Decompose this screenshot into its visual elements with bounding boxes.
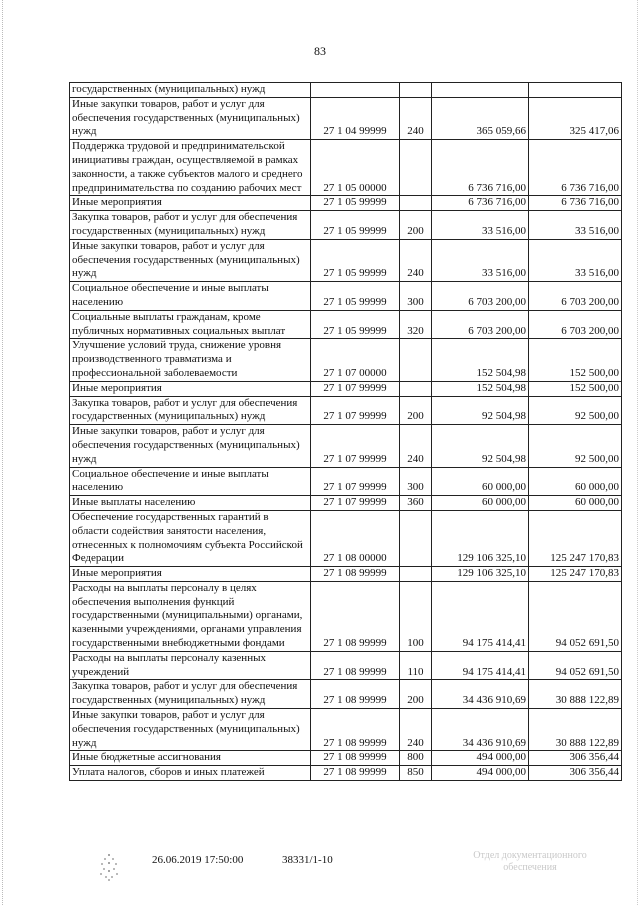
row-amount-executed: 92 500,00 xyxy=(529,425,622,467)
scan-edge-left xyxy=(2,0,5,905)
row-amount-executed: 33 516,00 xyxy=(529,239,622,281)
row-expense-type: 200 xyxy=(400,211,432,240)
row-expense-type: 240 xyxy=(400,709,432,751)
row-target-code: 27 1 08 00000 xyxy=(311,510,400,566)
table-row xyxy=(70,396,622,425)
row-expense-type: 800 xyxy=(400,751,432,766)
row-amount-executed xyxy=(529,83,622,98)
row-name: Социальное обеспечение и иные выплаты населению xyxy=(70,467,311,496)
table-row xyxy=(70,83,622,98)
row-name: Социальное обеспечение и иные выплаты населению xyxy=(70,282,311,311)
row-target-code: 27 1 07 00000 xyxy=(311,339,400,381)
budget-table xyxy=(69,82,622,781)
row-expense-type: 110 xyxy=(400,651,432,680)
row-amount-plan xyxy=(432,83,529,98)
row-name: Иные мероприятия xyxy=(70,381,311,396)
row-amount-executed: 33 516,00 xyxy=(529,211,622,240)
table-row xyxy=(70,140,622,196)
row-amount-executed: 6 736 716,00 xyxy=(529,140,622,196)
row-target-code: 27 1 05 99999 xyxy=(311,211,400,240)
row-name: Иные закупки товаров, работ и услуг для обеспечения государственных (муниципальных) нужд xyxy=(70,709,311,751)
row-target-code: 27 1 05 99999 xyxy=(311,239,400,281)
row-amount-executed: 306 356,44 xyxy=(529,766,622,781)
row-amount-executed: 60 000,00 xyxy=(529,467,622,496)
row-name: Иные мероприятия xyxy=(70,567,311,582)
table-row xyxy=(70,196,622,211)
row-expense-type: 200 xyxy=(400,680,432,709)
row-name: Закупка товаров, работ и услуг для обеспечения государственных (муниципальных) нужд xyxy=(70,396,311,425)
table-row xyxy=(70,211,622,240)
row-name: Иные мероприятия xyxy=(70,196,311,211)
row-amount-plan: 34 436 910,69 xyxy=(432,709,529,751)
row-amount-executed: 30 888 122,89 xyxy=(529,709,622,751)
table-row xyxy=(70,239,622,281)
row-target-code: 27 1 07 99999 xyxy=(311,425,400,467)
row-name: Обеспечение государственных гарантий в области содействия занятости населения, отнесенных к полномочиям субъекта Российской Федерации xyxy=(70,510,311,566)
row-target-code: 27 1 07 99999 xyxy=(311,467,400,496)
table-row xyxy=(70,339,622,381)
row-target-code: 27 1 04 99999 xyxy=(311,97,400,139)
row-amount-executed: 6 736 716,00 xyxy=(529,196,622,211)
row-target-code: 27 1 05 99999 xyxy=(311,310,400,339)
row-expense-type: 320 xyxy=(400,310,432,339)
row-amount-plan: 6 703 200,00 xyxy=(432,310,529,339)
table-row xyxy=(70,567,622,582)
row-target-code: 27 1 08 99999 xyxy=(311,751,400,766)
row-amount-executed: 125 247 170,83 xyxy=(529,567,622,582)
row-amount-plan: 92 504,98 xyxy=(432,425,529,467)
row-target-code: 27 1 08 99999 xyxy=(311,766,400,781)
row-amount-plan: 60 000,00 xyxy=(432,496,529,511)
table-row xyxy=(70,581,622,651)
row-amount-plan: 494 000,00 xyxy=(432,766,529,781)
footer-datetime: 26.06.2019 17:50:00 xyxy=(152,854,244,866)
row-expense-type: 240 xyxy=(400,97,432,139)
row-amount-plan: 152 504,98 xyxy=(432,381,529,396)
row-expense-type: 100 xyxy=(400,581,432,651)
row-expense-type: 360 xyxy=(400,496,432,511)
row-amount-executed: 94 052 691,50 xyxy=(529,651,622,680)
row-name: Иные выплаты населению xyxy=(70,496,311,511)
row-amount-plan: 494 000,00 xyxy=(432,751,529,766)
row-target-code: 27 1 07 99999 xyxy=(311,396,400,425)
table-row xyxy=(70,766,622,781)
row-name: Иные закупки товаров, работ и услуг для обеспечения государственных (муниципальных) нужд xyxy=(70,425,311,467)
row-amount-executed: 152 500,00 xyxy=(529,381,622,396)
row-amount-plan: 6 736 716,00 xyxy=(432,196,529,211)
row-amount-executed: 306 356,44 xyxy=(529,751,622,766)
row-amount-plan: 6 736 716,00 xyxy=(432,140,529,196)
table-row xyxy=(70,381,622,396)
scan-edge-right xyxy=(635,0,638,905)
table-row xyxy=(70,97,622,139)
row-expense-type: 300 xyxy=(400,282,432,311)
table-row xyxy=(70,510,622,566)
row-amount-plan: 60 000,00 xyxy=(432,467,529,496)
row-expense-type xyxy=(400,339,432,381)
row-expense-type xyxy=(400,567,432,582)
row-name: Расходы на выплаты персоналу казенных учреждений xyxy=(70,651,311,680)
row-expense-type xyxy=(400,381,432,396)
page-footer xyxy=(0,852,640,892)
row-expense-type: 850 xyxy=(400,766,432,781)
row-amount-plan: 129 106 325,10 xyxy=(432,567,529,582)
row-expense-type: 240 xyxy=(400,239,432,281)
row-name: Иные закупки товаров, работ и услуг для обеспечения государственных (муниципальных) нужд xyxy=(70,239,311,281)
row-amount-plan: 129 106 325,10 xyxy=(432,510,529,566)
row-amount-executed: 94 052 691,50 xyxy=(529,581,622,651)
row-amount-plan: 94 175 414,41 xyxy=(432,651,529,680)
row-target-code xyxy=(311,83,400,98)
row-amount-executed: 6 703 200,00 xyxy=(529,282,622,311)
row-expense-type xyxy=(400,510,432,566)
row-target-code: 27 1 08 99999 xyxy=(311,567,400,582)
table-row xyxy=(70,680,622,709)
table-row xyxy=(70,751,622,766)
row-amount-plan: 92 504,98 xyxy=(432,396,529,425)
row-target-code: 27 1 07 99999 xyxy=(311,381,400,396)
row-name: Иные закупки товаров, работ и услуг для обеспечения государственных (муниципальных) нужд xyxy=(70,97,311,139)
row-amount-plan: 33 516,00 xyxy=(432,211,529,240)
row-target-code: 27 1 08 99999 xyxy=(311,680,400,709)
row-amount-plan: 94 175 414,41 xyxy=(432,581,529,651)
row-amount-executed: 125 247 170,83 xyxy=(529,510,622,566)
table-row xyxy=(70,282,622,311)
table-row xyxy=(70,425,622,467)
row-expense-type xyxy=(400,196,432,211)
table-row xyxy=(70,467,622,496)
row-amount-plan: 365 059,66 xyxy=(432,97,529,139)
row-amount-executed: 60 000,00 xyxy=(529,496,622,511)
row-expense-type xyxy=(400,140,432,196)
row-name: Улучшение условий труда, снижение уровня производственного травматизма и профессиональной заболеваемости xyxy=(70,339,311,381)
row-expense-type xyxy=(400,83,432,98)
row-target-code: 27 1 08 99999 xyxy=(311,651,400,680)
stamp-icon xyxy=(98,852,120,882)
row-amount-executed: 92 500,00 xyxy=(529,396,622,425)
row-amount-plan: 34 436 910,69 xyxy=(432,680,529,709)
row-name: Расходы на выплаты персоналу в целях обеспечения выполнения функций государственными (муниципальными) органами, казенными учреждениями, органами управления государственными внебюджетными фондами xyxy=(70,581,311,651)
table-row xyxy=(70,651,622,680)
row-expense-type: 240 xyxy=(400,425,432,467)
row-expense-type: 200 xyxy=(400,396,432,425)
row-target-code: 27 1 05 00000 xyxy=(311,140,400,196)
row-amount-executed: 30 888 122,89 xyxy=(529,680,622,709)
table-row xyxy=(70,310,622,339)
row-amount-plan: 6 703 200,00 xyxy=(432,282,529,311)
row-amount-plan: 33 516,00 xyxy=(432,239,529,281)
page-number: 83 xyxy=(314,44,326,58)
row-target-code: 27 1 05 99999 xyxy=(311,282,400,311)
row-target-code: 27 1 07 99999 xyxy=(311,496,400,511)
table-row xyxy=(70,709,622,751)
row-name: Закупка товаров, работ и услуг для обеспечения государственных (муниципальных) нужд xyxy=(70,211,311,240)
row-amount-executed: 325 417,06 xyxy=(529,97,622,139)
table-row xyxy=(70,496,622,511)
row-target-code: 27 1 05 99999 xyxy=(311,196,400,211)
row-name: Иные бюджетные ассигнования xyxy=(70,751,311,766)
row-target-code: 27 1 08 99999 xyxy=(311,581,400,651)
watermark-stamp: Отдел документационного обеспечения xyxy=(473,850,587,873)
row-amount-executed: 152 500,00 xyxy=(529,339,622,381)
footer-document-number: 38331/1-10 xyxy=(282,854,333,866)
row-amount-plan: 152 504,98 xyxy=(432,339,529,381)
row-name: Поддержка трудовой и предпринимательской инициативы граждан, осуществляемой в рамках законности, а также субъектов малого и среднего предпринимательства по созданию рабочих мест xyxy=(70,140,311,196)
row-amount-executed: 6 703 200,00 xyxy=(529,310,622,339)
budget-table-body xyxy=(70,83,622,781)
row-expense-type: 300 xyxy=(400,467,432,496)
row-name: Социальные выплаты гражданам, кроме публичных нормативных социальных выплат xyxy=(70,310,311,339)
row-name: государственных (муниципальных) нужд xyxy=(70,83,311,98)
row-target-code: 27 1 08 99999 xyxy=(311,709,400,751)
row-name: Закупка товаров, работ и услуг для обеспечения государственных (муниципальных) нужд xyxy=(70,680,311,709)
row-name: Уплата налогов, сборов и иных платежей xyxy=(70,766,311,781)
